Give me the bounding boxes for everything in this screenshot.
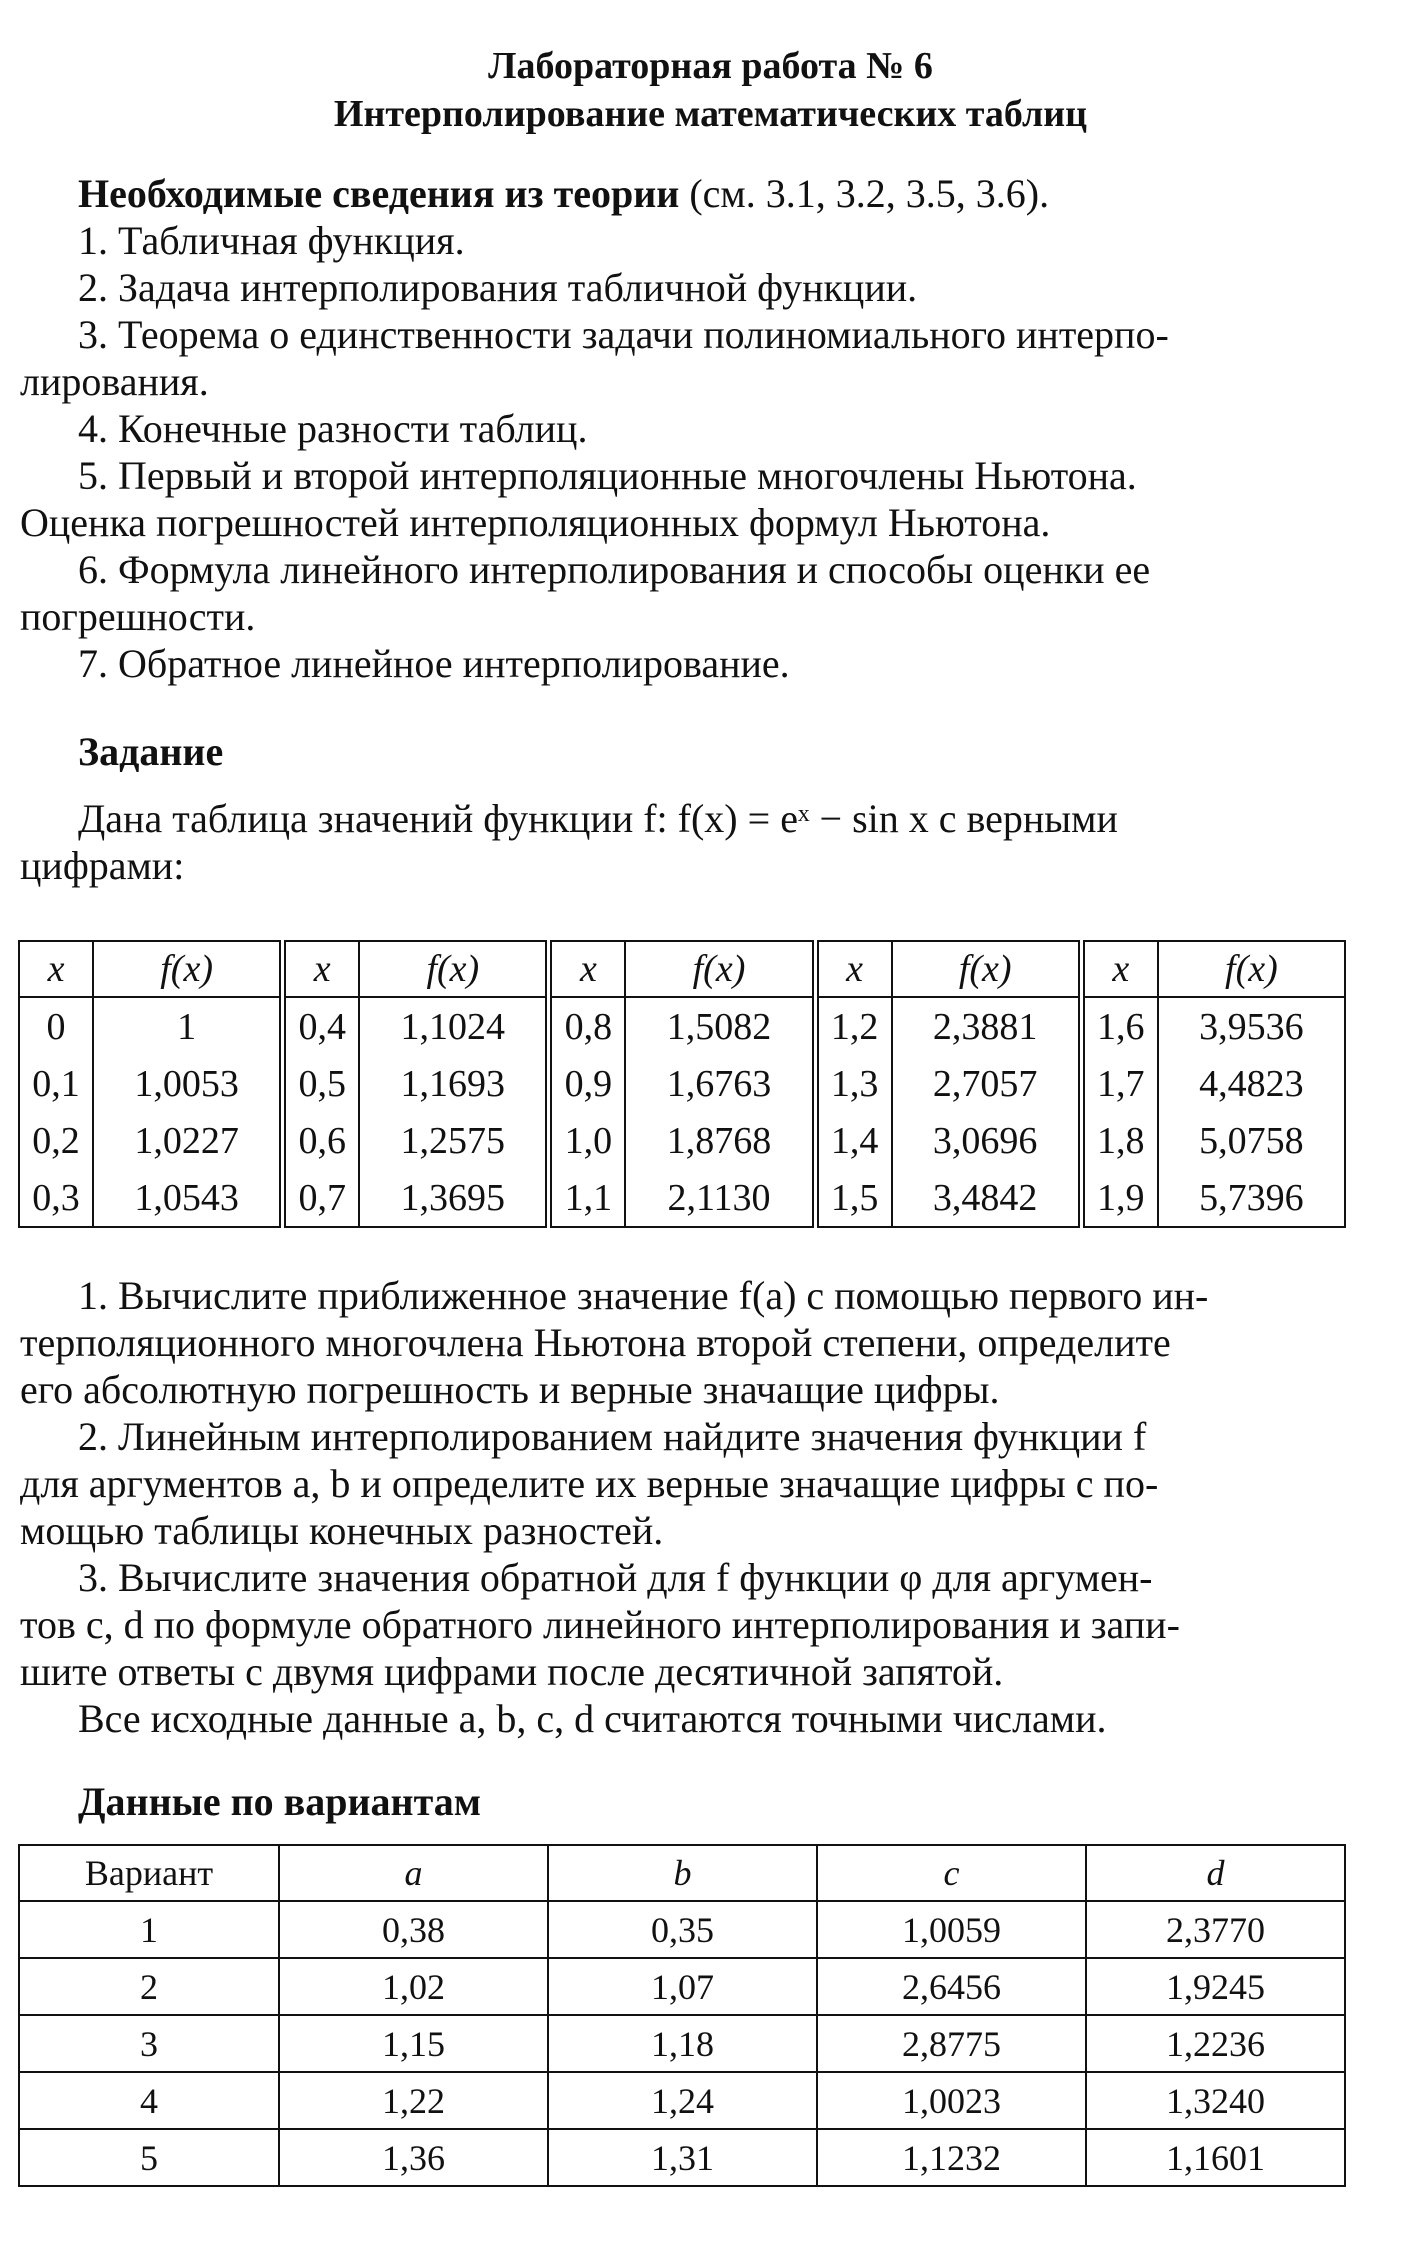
- fx-cell: 5,0758: [1158, 1112, 1345, 1169]
- variant-cell: 4: [19, 2072, 279, 2129]
- x-cell: 1,7: [1081, 1055, 1158, 1112]
- table-row: [19, 2015, 1345, 2072]
- task-item: 3. Вычислите значения обратной для f функции φ для аргумен-: [78, 1555, 1153, 1600]
- task-item: терполяционного многочлена Ньютона второй степени, определите: [20, 1320, 1171, 1365]
- header-fx: f(x): [892, 941, 1082, 997]
- theory-heading-line: [78, 170, 1350, 217]
- b-cell: 0,35: [548, 1901, 817, 1958]
- b-cell: 1,24: [548, 2072, 817, 2129]
- header-x: x: [19, 941, 93, 997]
- b-cell: 1,07: [548, 1958, 817, 2015]
- theory-line: 3. Теорема о единственности задачи полиномиального интерпо-: [78, 312, 1169, 357]
- theory-line: 6. Формула линейного интерполирования и способы оценки ее: [78, 547, 1151, 592]
- fx-cell: 2,3881: [892, 997, 1082, 1055]
- variant-cell: 3: [19, 2015, 279, 2072]
- header-c: c: [817, 1845, 1086, 1901]
- header-a: a: [279, 1845, 548, 1901]
- table-row: [19, 1901, 1345, 1958]
- variants-heading: Данные по вариантам: [78, 1779, 481, 1824]
- table-row: [19, 2072, 1345, 2129]
- theory-line: 2. Задача интерполирования табличной функции.: [78, 265, 918, 310]
- x-cell: 1,6: [1081, 997, 1158, 1055]
- theory-line: 7. Обратное линейное интерполирование.: [78, 641, 790, 686]
- fx-cell: 1,3695: [359, 1169, 549, 1227]
- variant-cell: 1: [19, 1901, 279, 1958]
- a-cell: 1,02: [279, 1958, 548, 2015]
- fx-cell: 1,8768: [625, 1112, 815, 1169]
- x-cell: 1,8: [1081, 1112, 1158, 1169]
- fx-cell: 2,1130: [625, 1169, 815, 1227]
- header-fx: f(x): [1158, 941, 1345, 997]
- x-cell: 0,6: [283, 1112, 360, 1169]
- theory-ref: (см. 3.1, 3.2, 3.5, 3.6).: [679, 171, 1050, 216]
- fx-cell: 1: [93, 997, 283, 1055]
- fx-cell: 3,4842: [892, 1169, 1082, 1227]
- x-cell: 0,2: [19, 1112, 93, 1169]
- lab-subtitle: Интерполирование математических таблиц: [333, 93, 1088, 135]
- fx-cell: 3,0696: [892, 1112, 1082, 1169]
- c-cell: 1,0023: [817, 2072, 1086, 2129]
- table-row: [19, 1169, 1345, 1227]
- theory-heading: Необходимые сведения из теории: [78, 171, 680, 216]
- task-item: мощью таблицы конечных разностей.: [20, 1508, 664, 1553]
- x-cell: 1,2: [815, 997, 892, 1055]
- task-item: шите ответы с двумя цифрами после десятичной запятой.: [20, 1649, 1004, 1694]
- x-cell: 1,0: [549, 1112, 626, 1169]
- theory-line: 4. Конечные разности таблиц.: [78, 406, 588, 451]
- variant-cell: 5: [19, 2129, 279, 2186]
- a-cell: 1,36: [279, 2129, 548, 2186]
- variants-header-row: [19, 1845, 1345, 1901]
- function-table: [18, 940, 1346, 1228]
- c-cell: 1,1232: [817, 2129, 1086, 2186]
- a-cell: 1,15: [279, 2015, 548, 2072]
- b-cell: 1,31: [548, 2129, 817, 2186]
- x-cell: 0,9: [549, 1055, 626, 1112]
- header-x: x: [1081, 941, 1158, 997]
- task-item: 1. Вычислите приближенное значение f(a) с помощью первого ин-: [78, 1273, 1209, 1318]
- fx-cell: 1,0543: [93, 1169, 283, 1227]
- x-cell: 0,1: [19, 1055, 93, 1112]
- x-cell: 0,4: [283, 997, 360, 1055]
- function-table-header: [19, 941, 1345, 997]
- fx-cell: 3,9536: [1158, 997, 1345, 1055]
- x-cell: 0,5: [283, 1055, 360, 1112]
- table-row: [19, 2129, 1345, 2186]
- x-cell: 1,4: [815, 1112, 892, 1169]
- fx-cell: 1,5082: [625, 997, 815, 1055]
- d-cell: 1,3240: [1086, 2072, 1345, 2129]
- table-row: [19, 997, 1345, 1055]
- header-fx: f(x): [93, 941, 283, 997]
- fx-cell: 1,1693: [359, 1055, 549, 1112]
- header-fx: f(x): [625, 941, 815, 997]
- x-cell: 0,7: [283, 1169, 360, 1227]
- table-row: [19, 1958, 1345, 2015]
- fx-cell: 1,2575: [359, 1112, 549, 1169]
- table-row: [19, 1112, 1345, 1169]
- x-cell: 1,9: [1081, 1169, 1158, 1227]
- lab-title: Лабораторная работа № 6: [488, 45, 933, 87]
- d-cell: 2,3770: [1086, 1901, 1345, 1958]
- d-cell: 1,1601: [1086, 2129, 1345, 2186]
- task-item: Все исходные данные a, b, c, d считаются точными числами.: [78, 1696, 1107, 1741]
- task-intro: Дана таблица значений функции f: f(x) = eˣ − sin x с верными: [78, 796, 1118, 841]
- d-cell: 1,2236: [1086, 2015, 1345, 2072]
- header-x: x: [815, 941, 892, 997]
- task-intro: цифрами:: [20, 843, 185, 888]
- variants-table: [18, 1844, 1346, 2187]
- table-row: [19, 1055, 1345, 1112]
- task-item: для аргументов a, b и определите их верные значащие цифры с по-: [20, 1461, 1159, 1506]
- b-cell: 1,18: [548, 2015, 817, 2072]
- fx-cell: 1,1024: [359, 997, 549, 1055]
- task-item: 2. Линейным интерполированием найдите значения функции f: [78, 1414, 1147, 1459]
- header-x: x: [549, 941, 626, 997]
- x-cell: 0,8: [549, 997, 626, 1055]
- header-x: x: [283, 941, 360, 997]
- x-cell: 1,5: [815, 1169, 892, 1227]
- x-cell: 1,1: [549, 1169, 626, 1227]
- c-cell: 2,8775: [817, 2015, 1086, 2072]
- fx-cell: 4,4823: [1158, 1055, 1345, 1112]
- variant-cell: 2: [19, 1958, 279, 2015]
- theory-line: лирования.: [20, 359, 209, 404]
- c-cell: 2,6456: [817, 1958, 1086, 2015]
- fx-cell: 1,0227: [93, 1112, 283, 1169]
- header-d: d: [1086, 1845, 1345, 1901]
- x-cell: 0,3: [19, 1169, 93, 1227]
- header-fx: f(x): [359, 941, 549, 997]
- theory-line: 1. Табличная функция.: [78, 218, 465, 263]
- fx-cell: 5,7396: [1158, 1169, 1345, 1227]
- fx-cell: 1,0053: [93, 1055, 283, 1112]
- task-item: тов c, d по формуле обратного линейного интерполирования и запи-: [20, 1602, 1180, 1647]
- d-cell: 1,9245: [1086, 1958, 1345, 2015]
- header-b: b: [548, 1845, 817, 1901]
- fx-cell: 2,7057: [892, 1055, 1082, 1112]
- header-variant: Вариант: [19, 1845, 279, 1901]
- theory-line: Оценка погрешностей интерполяционных формул Ньютона.: [20, 500, 1051, 545]
- x-cell: 0: [19, 997, 93, 1055]
- task-item: его абсолютную погрешность и верные значащие цифры.: [20, 1367, 1000, 1412]
- theory-line: погрешности.: [20, 594, 256, 639]
- x-cell: 1,3: [815, 1055, 892, 1112]
- a-cell: 0,38: [279, 1901, 548, 1958]
- task-heading: Задание: [78, 729, 224, 774]
- fx-cell: 1,6763: [625, 1055, 815, 1112]
- theory-line: 5. Первый и второй интерполяционные многочлены Ньютона.: [78, 453, 1137, 498]
- a-cell: 1,22: [279, 2072, 548, 2129]
- c-cell: 1,0059: [817, 1901, 1086, 1958]
